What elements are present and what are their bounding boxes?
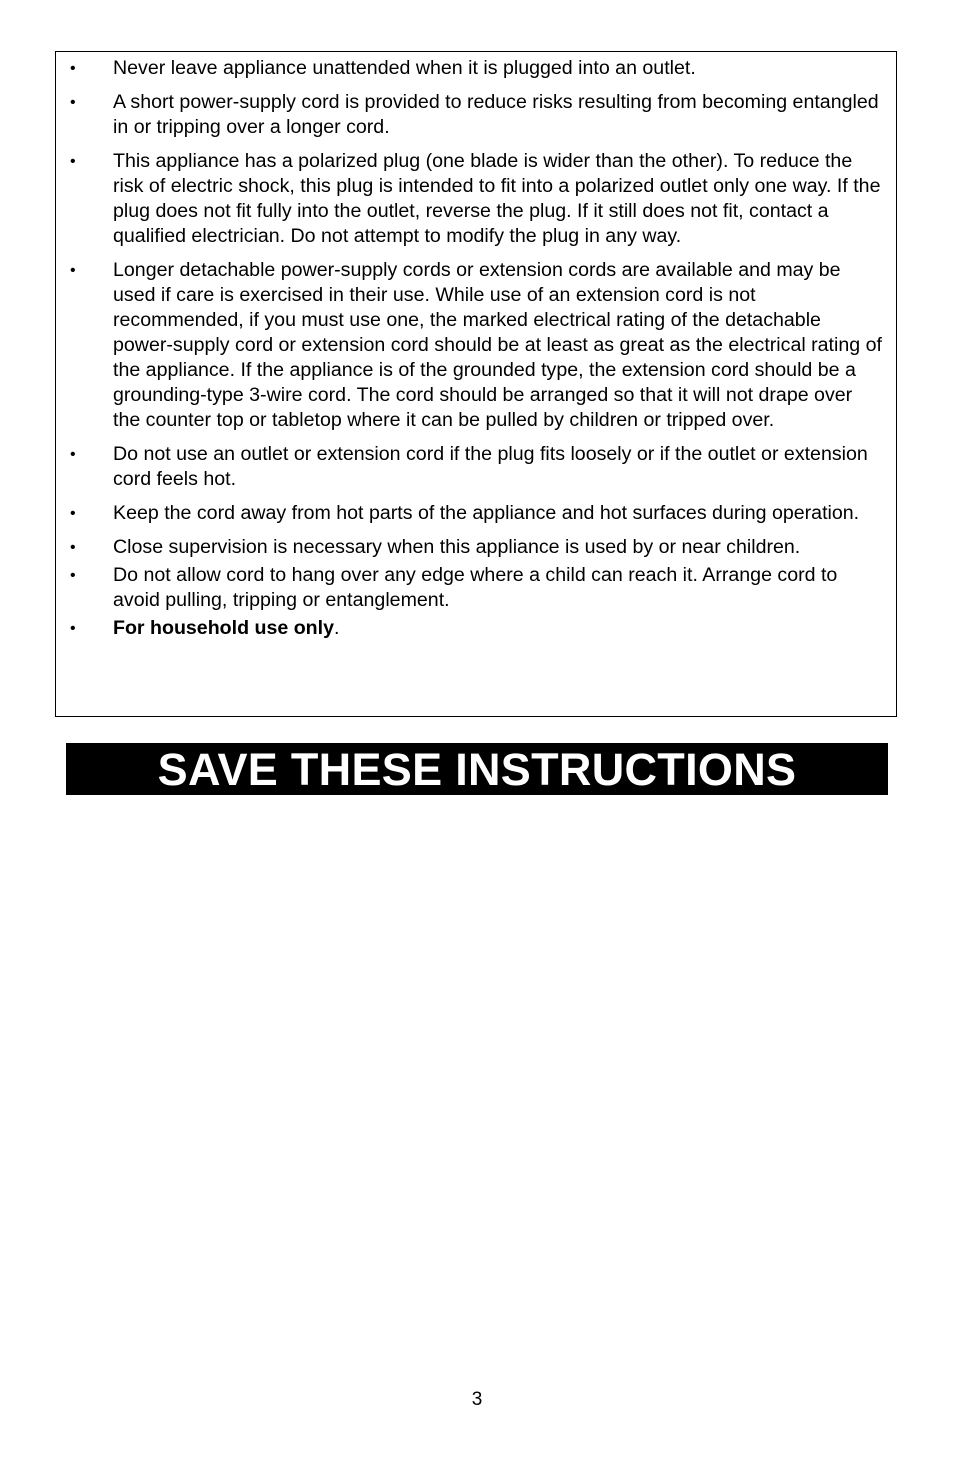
list-item xyxy=(56,535,884,560)
bullet-icon: • xyxy=(70,60,76,77)
safety-list xyxy=(56,56,884,641)
bullet-icon: • xyxy=(70,567,76,584)
bullet-icon: • xyxy=(70,505,76,522)
household-use-suffix: . xyxy=(334,617,340,639)
bullet-icon: • xyxy=(70,153,76,170)
list-item xyxy=(56,56,884,81)
safety-instructions-box xyxy=(55,51,897,717)
bullet-icon: • xyxy=(70,94,76,111)
list-item-text: This appliance has a polarized plug (one blade is wider than the other). To reduce the risk of electric shock, this plug is intended to fit into a polarized outlet only one way. If the plug does not fit fully into the outlet, reverse the plug. If it still does not fit, contact a qualified electrician. Do not attempt to modify the plug in any way. xyxy=(113,150,881,247)
list-item-text: Close supervision is necessary when this appliance is used by or near children. xyxy=(113,536,801,558)
list-item-text: Never leave appliance unattended when it is plugged into an outlet. xyxy=(113,57,696,79)
list-item-text: Keep the cord away from hot parts of the appliance and hot surfaces during operation. xyxy=(113,502,860,524)
page-number: 3 xyxy=(471,1389,483,1410)
list-item xyxy=(56,501,884,526)
list-item xyxy=(56,90,884,140)
list-item-text: Do not use an outlet or extension cord if the plug fits loosely or if the outlet or extension cord feels hot. xyxy=(113,443,868,490)
list-item xyxy=(56,442,884,492)
list-item-text: Longer detachable power-supply cords or extension cords are available and may be used if care is exercised in their use. While use of an extension cord is not recommended, if you must use one, the marked electrical rating of the detachable power-supply cord or extension cord should be at least as great as the electrical rating of the appliance. If the appliance is of the grounded type, the extension cord should be a grounding-type 3-wire cord. The cord should be arranged so that it will not drape over the counter top or tabletop where it can be pulled by children or tripped over. xyxy=(113,259,882,431)
bullet-icon: • xyxy=(70,620,76,637)
bullet-icon: • xyxy=(70,262,76,279)
bullet-icon: • xyxy=(70,446,76,463)
list-item-text: A short power-supply cord is provided to reduce risks resulting from becoming entangled in or tripping over a longer cord. xyxy=(113,91,879,138)
household-use-item xyxy=(56,616,884,641)
list-item xyxy=(56,149,884,249)
bullet-icon: • xyxy=(70,539,76,556)
list-item xyxy=(56,563,884,613)
list-item xyxy=(56,258,884,433)
household-use-text: For household use only xyxy=(113,617,334,639)
list-item-text: Do not allow cord to hang over any edge where a child can reach it. Arrange cord to avoid pulling, tripping or entanglement. xyxy=(113,564,838,611)
save-instructions-banner: SAVE THESE INSTRUCTIONS xyxy=(66,743,888,795)
